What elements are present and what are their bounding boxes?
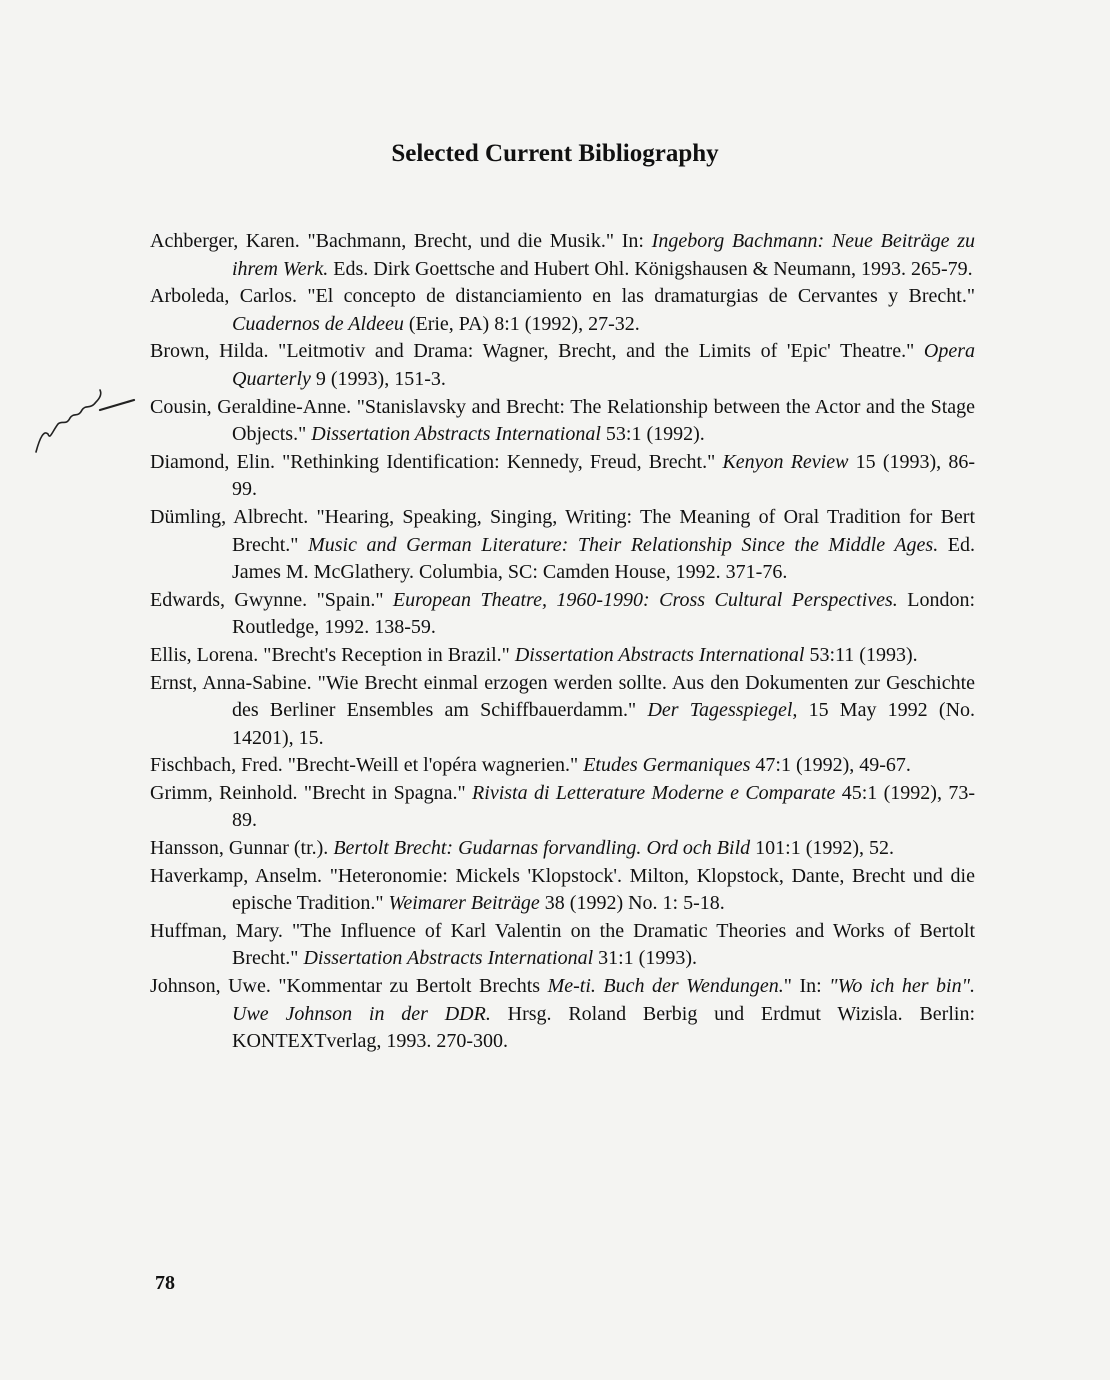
- bibliography-entry: [150, 449, 975, 504]
- entry-text: Brown, Hilda. "Leitmotiv and Drama: Wagner, Brecht, and the Limits of 'Epic' Theatre.": [150, 340, 924, 363]
- entry-text: Ellis, Lorena. "Brecht's Reception in Brazil.": [150, 643, 515, 666]
- entry-text: Edwards, Gwynne. "Spain.": [150, 588, 393, 611]
- entry-text: 53:11 (1993).: [804, 643, 918, 666]
- entry-title-italic: Dissertation Abstracts International: [303, 947, 594, 970]
- entry-title-italic: Cuadernos de Aldeeu: [232, 312, 404, 335]
- entry-text: 47:1 (1992), 49-67.: [750, 754, 911, 777]
- entry-title-italic: Music and German Literature: Their Relationship Since the Middle Ages.: [308, 533, 939, 556]
- entry-text: Eds. Dirk Goettsche and Hubert Ohl. Königshausen & Neumann, 1993. 265-79.: [328, 257, 973, 280]
- entry-text: Johnson, Uwe. "Kommentar zu Bertolt Brechts: [150, 975, 548, 998]
- entry-text: 9 (1993), 151-3.: [310, 367, 446, 390]
- entry-text: 15 (1993), 86-99.: [232, 450, 976, 501]
- entry-text: 53:1 (1992).: [600, 423, 705, 446]
- entry-text: (Erie, PA) 8:1 (1992), 27-32.: [403, 312, 640, 335]
- entry-title-italic: Bertolt Brecht: Gudarnas forvandling.: [333, 837, 642, 860]
- entry-title-italic: Der Tagesspiegel,: [647, 699, 798, 722]
- entry-title-italic: Ingeborg Bachmann: Neue Beiträge zu ihrem Werk.: [232, 230, 975, 280]
- entry-text: Grimm, Reinhold. "Brecht in Spagna.": [150, 781, 473, 804]
- entry-text: Arboleda, Carlos. "El concepto de distanciamiento en las dramaturgias de Cervantes y Brecht.": [150, 285, 975, 308]
- bibliography-entry: [150, 338, 975, 393]
- entry-text: Diamond, Elin. "Rethinking Identification: Kennedy, Freud, Brecht.": [150, 450, 723, 473]
- entry-text: Cousin, Geraldine-Anne. "Stanislavsky and Brecht: The Relationship between the Actor and the Stage Objects.": [150, 395, 975, 446]
- bibliography-entry: [150, 394, 975, 449]
- bibliography-entry: [150, 228, 975, 283]
- bibliography-entry: [150, 918, 975, 973]
- entry-text: 38 (1992) No. 1: 5-18.: [539, 892, 725, 915]
- bibliography-entry: [150, 670, 975, 753]
- entry-text: Fischbach, Fred. "Brecht-Weill et l'opéra wagnerien.": [150, 754, 584, 777]
- entry-text: London: Routledge, 1992. 138-59.: [232, 588, 975, 639]
- entry-text: Hansson, Gunnar (tr.).: [150, 837, 334, 860]
- bibliography-list: [150, 228, 975, 1056]
- entry-text: 101:1 (1992), 52.: [750, 837, 895, 860]
- entry-text: Huffman, Mary. "The Influence of Karl Valentin on the Dramatic Theories and Works of Bertolt Brecht.": [150, 919, 975, 970]
- entry-text: Achberger, Karen. "Bachmann, Brecht, und die Musik." In:: [150, 230, 652, 252]
- entry-title-italic: "Wo ich her bin". Uwe Johnson in der DDR.: [232, 975, 975, 1025]
- entry-title-italic: Kenyon Review: [722, 450, 849, 473]
- entry-title-italic: Ord och Bild: [646, 837, 751, 860]
- entry-title-italic: Etudes Germaniques: [583, 754, 751, 777]
- bibliography-entry: [150, 642, 975, 670]
- entry-title-italic: Dissertation Abstracts International: [514, 643, 805, 666]
- bibliography-entry: [150, 835, 975, 863]
- page-number: 78: [155, 1272, 175, 1294]
- entry-title-italic: Me-ti. Buch der Wendungen.: [547, 975, 784, 998]
- entry-text: 15 May 1992 (No. 14201), 15.: [232, 699, 976, 749]
- bibliography-entry: [150, 863, 975, 918]
- bibliography-entry: [150, 504, 975, 587]
- entry-text: Haverkamp, Anselm. "Heteronomie: Mickels 'Klopstock'. Milton, Klopstock, Dante, Brecht und die epische Tradition.": [150, 864, 975, 915]
- bibliography-entry: [150, 973, 975, 1056]
- entry-text: 45:1 (1992), 73-89.: [232, 781, 975, 832]
- entry-text: Ed. James M. McGlathery. Columbia, SC: Camden House, 1992. 371-76.: [232, 533, 976, 584]
- entry-title-italic: Rivista di Letterature Moderne e Comparate: [472, 781, 836, 804]
- entry-title-italic: European Theatre, 1960-1990: Cross Cultural Perspectives.: [392, 588, 898, 611]
- bibliography-entry: [150, 587, 975, 642]
- entry-title-italic: Dissertation Abstracts International: [311, 423, 601, 446]
- bibliography-entry: [150, 780, 975, 835]
- page-title: Selected Current Bibliography: [391, 140, 719, 167]
- entry-title-italic: Weimarer Beiträge: [388, 892, 540, 915]
- entry-title-italic: Opera Quarterly: [232, 340, 975, 390]
- entry-text: Ernst, Anna-Sabine. "Wie Brecht einmal erzogen werden sollte. Aus den Dokumenten zur Geschichte des Berliner Ensembles am Schiffbauerdamm.": [150, 671, 975, 722]
- bibliography-entry: [150, 752, 975, 780]
- bibliography-entry: [150, 283, 975, 338]
- entry-text: 31:1 (1993).: [593, 947, 698, 970]
- handwritten-annotation: [30, 382, 140, 462]
- entry-text: " In:: [783, 975, 830, 998]
- entry-text: Dümling, Albrecht. "Hearing, Speaking, Singing, Writing: The Meaning of Oral Tradition for Bert Brecht.": [150, 505, 975, 556]
- entry-text: Hrsg. Roland Berbig und Erdmut Wizisla. Berlin: KONTEXTverlag, 1993. 270-300.: [232, 1002, 975, 1053]
